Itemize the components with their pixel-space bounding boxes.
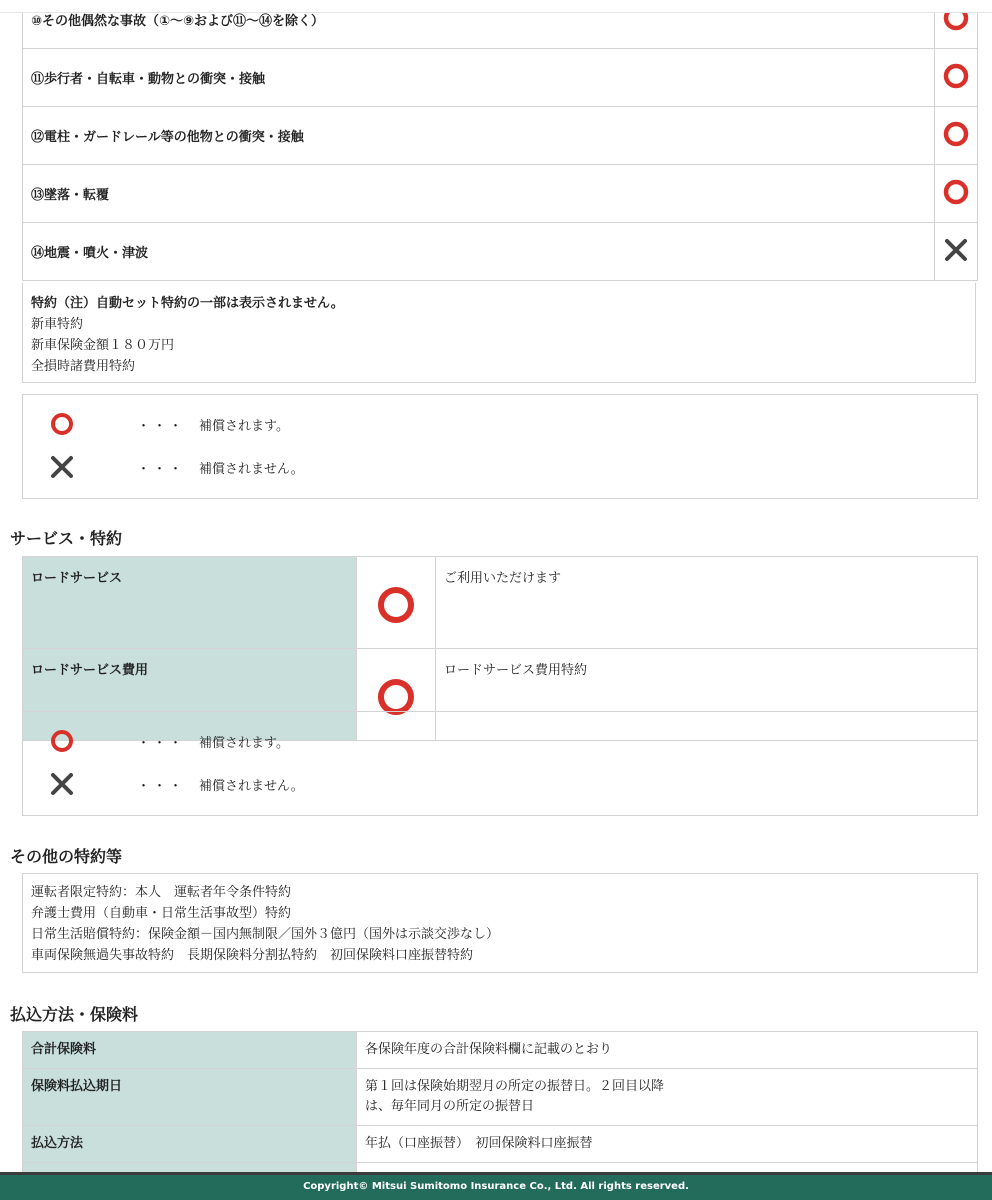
rider-line: 日常生活賠償特約：保険金額－国内無制限／国外３億円（国外は示談交渉なし） <box>31 927 500 942</box>
covered-mark-icon <box>357 557 436 649</box>
payment-label: 保険料払込期日 <box>23 1069 357 1126</box>
legend-dots: ・・・ <box>137 778 186 794</box>
legend-dots: ・・・ <box>137 418 186 434</box>
note-line: 新車保険金額１８０万円 <box>31 338 175 353</box>
legend-covered <box>47 726 289 756</box>
legend-not-covered-text: 補償されません。 <box>199 778 304 794</box>
legend-not-covered <box>47 769 304 799</box>
legend-box <box>22 394 978 499</box>
legend-covered <box>47 409 289 439</box>
table-row <box>23 107 978 165</box>
coverage-label: ⑫電柱・ガードレール等の他物との衝突・接触 <box>23 107 935 165</box>
payment-label: 合計保険料 <box>23 1032 357 1069</box>
service-detail: ロードサービス費用特約 <box>436 649 978 741</box>
legend-dots: ・・・ <box>137 735 186 751</box>
covered-mark-icon <box>47 726 77 756</box>
service-label: ロードサービス <box>23 557 357 649</box>
coverage-label: ⑬墜落・転覆 <box>23 165 935 223</box>
not-covered-cross-icon <box>935 223 978 281</box>
coverage-label: ⑭地震・噴火・津波 <box>23 223 935 281</box>
table-row <box>23 49 978 107</box>
table-row <box>23 1069 978 1126</box>
other-riders-box <box>22 873 978 973</box>
table-row <box>23 165 978 223</box>
coverage-notes <box>22 283 976 383</box>
notes-title: 特約（注）自動セット特約の一部は表示されません。 <box>31 296 344 311</box>
legend-covered-text: 補償されます。 <box>199 418 289 434</box>
coverage-label: ⑪歩行者・自転車・動物との衝突・接触 <box>23 49 935 107</box>
not-covered-cross-icon <box>47 452 77 482</box>
table-row <box>23 1032 978 1069</box>
service-label: ロードサービス費用 <box>23 649 357 741</box>
section-heading-payment: 払込方法・保険料 <box>10 1005 139 1024</box>
table-row <box>23 557 978 649</box>
legend-not-covered <box>47 452 304 482</box>
coverage-label: ⑩その他偶然な事故（①～⑨および⑪～⑭を除く） <box>23 0 935 49</box>
payment-label: 払込方法 <box>23 1126 357 1163</box>
covered-mark-icon <box>935 165 978 223</box>
note-line: 新車特約 <box>31 317 84 332</box>
section-heading-services: サービス・特約 <box>10 529 123 548</box>
payment-value: 年払（口座振替） 初回保険料口座振替 <box>357 1126 978 1163</box>
payment-value <box>357 1069 978 1126</box>
payment-value-text: 第１回は保険始期翌月の所定の振替日。２回目以降は、毎年同月の所定の振替日 <box>365 1079 665 1114</box>
rider-line: 運転者限定特約：本人 運転者年令条件特約 <box>31 885 292 900</box>
legend-dots: ・・・ <box>137 461 186 477</box>
covered-mark-icon <box>935 107 978 165</box>
covered-mark-icon <box>47 409 77 439</box>
top-border <box>0 0 992 13</box>
section-heading-other: その他の特約等 <box>10 847 123 866</box>
service-detail: ご利用いただけます <box>436 557 978 649</box>
rider-line: 弁護士費用（自動車・日常生活事故型）特約 <box>31 906 292 921</box>
footer-copyright: Copyright© Mitsui Sumitomo Insurance Co., Ltd. All rights reserved. <box>0 1172 992 1200</box>
legend-not-covered-text: 補償されません。 <box>199 461 304 477</box>
table-row <box>23 223 978 281</box>
payment-value: 各保険年度の合計保険料欄に記載のとおり <box>357 1032 978 1069</box>
covered-mark-icon <box>935 49 978 107</box>
note-line: 全損時諸費用特約 <box>31 359 136 374</box>
not-covered-cross-icon <box>47 769 77 799</box>
rider-line: 車両保険無過失事故特約 長期保険料分割払特約 初回保険料口座振替特約 <box>31 948 474 963</box>
legend-covered-text: 補償されます。 <box>199 735 289 751</box>
table-row <box>23 1126 978 1163</box>
coverage-table <box>22 0 978 281</box>
legend-box <box>22 711 978 816</box>
